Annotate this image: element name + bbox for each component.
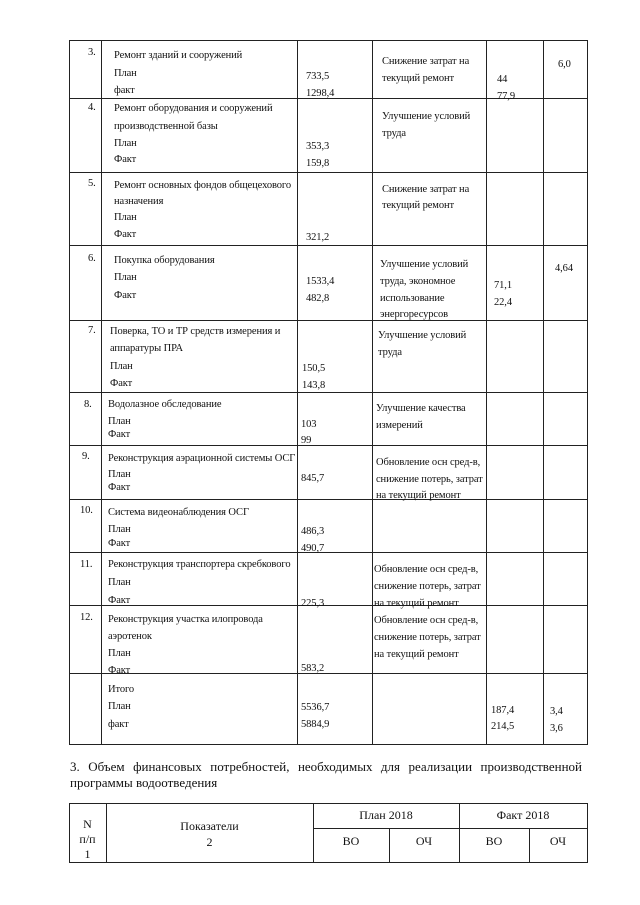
row-plan-label: План [114,68,137,79]
row-fact-label: факт [114,85,135,96]
fact-value: 159,8 [306,158,330,169]
row-title: Реконструкция участка илопровода [108,614,263,625]
effect-text: Обновление осн сред-в, [374,564,479,575]
vo-plan-value: 44 [497,74,508,85]
effect-text: текущий ремонт [382,73,455,84]
vo-plan-value: 71,1 [494,280,512,291]
och-value: 4,64 [555,263,573,274]
effect-text: снижение потерь, затрат [374,632,481,643]
row-number: 6. [88,253,96,264]
col-n-number: 1 [84,847,91,861]
fact-value: 321,2 [306,232,330,243]
effect-text: снижение потерь, затрат [376,474,483,485]
row-title: Реконструкция транспортера скребкового [108,559,291,570]
row-title: Покупка оборудования [114,255,215,266]
effect-text: Улучшение условий [382,111,471,122]
row-number: 11. [80,559,93,570]
effect-text: Улучшение условий [378,330,467,341]
och-value: 6,0 [558,59,571,70]
row-fact-label: Факт [114,154,137,165]
effect-text: Обновление осн сред-в, [376,457,481,468]
plan-value: 845,7 [301,473,325,484]
och-fact-total: 3,6 [550,723,563,734]
row-plan-label: План [108,577,131,588]
effect-text: Снижение затрат на [382,184,470,195]
row-title: Реконструкция аэрационной системы ОСГ [108,453,296,464]
row-number: 10. [80,505,93,516]
fact-total-value: 5884,9 [301,719,330,730]
row-number: 12. [80,612,93,623]
col-indicators-header: Показатели [180,819,239,833]
section-heading: 3. Объем финансовых потребностей, необходимых для реализации производственной программы водоотведения [70,759,582,790]
vo-fact-value: 22,4 [494,297,512,308]
effect-text: Улучшение условий [380,259,469,270]
vo-fact-total: 214,5 [491,721,515,732]
fact-value: 482,8 [306,293,330,304]
row-title: Водолазное обследование [108,399,222,410]
fact-value: 225,3 [301,598,325,609]
row-fact-label: Факт [108,538,131,549]
fact-value: 1298,4 [306,88,335,99]
row-title: Ремонт зданий и сооружений [114,50,243,61]
effect-text: текущий ремонт [382,200,455,211]
vo-fact-value: 77,9 [497,91,515,102]
row-number: 9. [82,451,90,462]
plan-group-header: План 2018 [359,808,413,822]
row-fact-label: Факт [108,429,131,440]
row-plan-label: План [108,416,131,427]
row-title: Ремонт основных фондов общецехового [114,180,291,191]
plan-value: 353,3 [306,141,330,152]
effect-text: труда [378,347,402,358]
row-title-cont: производственной базы [114,121,218,132]
fact-value: 583,2 [301,663,325,674]
row-number: 5. [88,178,96,189]
row-fact-label: Факт [114,229,137,240]
effect-text: Улучшение качества [376,403,466,414]
row-number: 8. [84,399,92,410]
total-label: Итого [108,684,135,695]
row-title: Поверка, ТО и ТР средств измерения и [110,326,281,337]
row-plan-label: План [114,138,137,149]
fact-vo-header: ВО [485,834,503,848]
plan-value: 486,3 [301,526,325,537]
col-n-header-cont: п/п [79,832,96,846]
row-plan-label: План [108,524,131,535]
plan-value: 150,5 [302,363,326,374]
row-title-cont: аэротенок [108,631,152,642]
row-fact-label: Факт [110,378,133,389]
fact-value: 490,7 [301,543,325,554]
effect-text: на текущий ремонт [374,649,459,660]
plan-value: 733,5 [306,71,330,82]
effect-text: труда, экономное [380,276,456,287]
row-title-cont: назначения [114,196,164,207]
fact-value: 143,8 [302,380,326,391]
fact-group-header: Факт 2018 [496,808,550,822]
och-plan-total: 3,4 [550,706,563,717]
row-fact-label: факт [108,719,129,730]
row-fact-label: Факт [108,665,131,676]
effect-text: снижение потерь, затрат [374,581,481,592]
effect-text: Обновление осн сред-в, [374,615,479,626]
row-title: Система видеонаблюдения ОСГ [108,507,249,518]
row-number: 3. [88,47,96,58]
row-title: Ремонт оборудования и сооружений [114,103,273,114]
col-n-header: N [83,817,92,831]
plan-och-header: ОЧ [415,834,433,848]
plan-value: 1533,4 [306,276,335,287]
effect-text: на текущий ремонт [374,598,459,609]
effect-text: измерений [376,420,423,431]
row-title-cont: аппаратуры ПРА [110,343,183,354]
row-plan-label: План [108,469,131,480]
row-plan-label: План [108,648,131,659]
row-plan-label: План [110,361,133,372]
col-indicators-number: 2 [206,835,213,849]
effect-text: на текущий ремонт [376,490,461,501]
row-fact-label: Факт [108,595,131,606]
row-fact-label: Факт [108,482,131,493]
row-fact-label: Факт [114,290,137,301]
effect-text: энергоресурсов [380,309,448,320]
fact-value: 99 [301,435,312,446]
effect-text: использование [380,293,445,304]
effect-text: Снижение затрат на [382,56,470,67]
row-plan-label: План [108,701,131,712]
plan-value: 103 [301,419,317,430]
row-number: 4. [88,102,96,113]
vo-plan-total: 187,4 [491,705,515,716]
row-number: 7. [88,325,96,336]
fact-och-header: ОЧ [549,834,567,848]
plan-vo-header: ВО [342,834,360,848]
row-plan-label: План [114,272,137,283]
plan-total-value: 5536,7 [301,702,330,713]
row-plan-label: План [114,212,137,223]
effect-text: труда [382,128,406,139]
